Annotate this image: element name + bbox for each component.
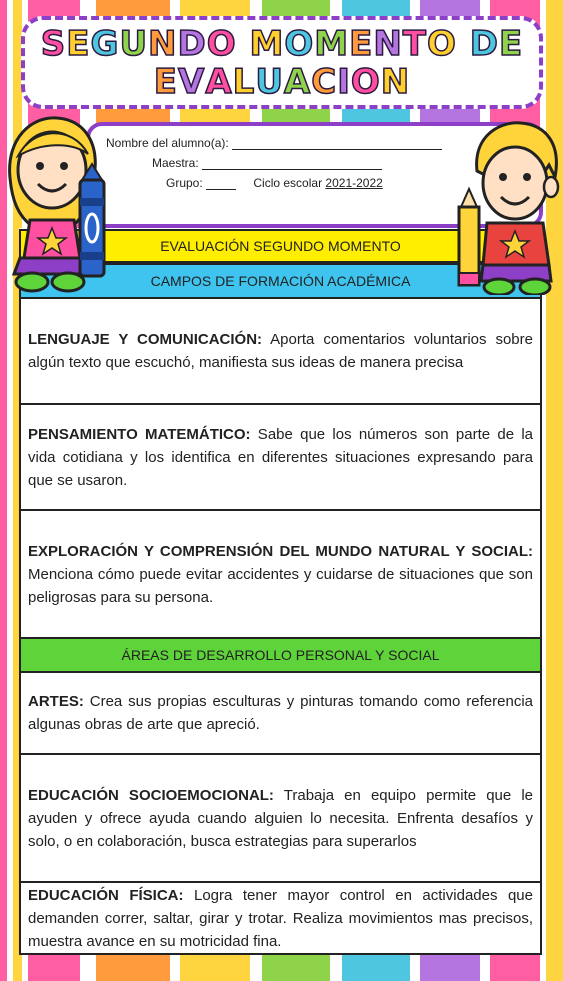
- title-letter: T: [402, 23, 427, 64]
- section-text: Crea sus propias esculturas y pinturas tomando como referencia algunas obras de arte que apreció.: [28, 693, 533, 733]
- section-socioemotional: [19, 753, 542, 883]
- section-text: Trabaja en equipo permite que le ayuden y ofrece ayuda cuando alguien lo necesita. Enfrenta desafíos y solo, o en colaboración, busca estrategias para superarlos: [28, 786, 534, 850]
- teacher-label: Maestra:: [152, 156, 199, 170]
- title-letter: E: [153, 61, 178, 102]
- section-text: Aporta comentarios voluntarios sobre algún texto que escuchó, manifiesta sus ideas de manera precisa: [28, 331, 533, 371]
- section-heading: EDUCACIÓN SOCIOEMOCIONAL:: [28, 786, 274, 804]
- title-letter: O: [350, 61, 381, 102]
- cycle-value: 2021-2022: [325, 176, 383, 190]
- group-label: Grupo:: [166, 176, 203, 190]
- title-line-2: [154, 63, 410, 101]
- student-name-label: Nombre del alumno(a):: [106, 136, 229, 150]
- title-letter: I: [337, 61, 351, 102]
- section-heading: ARTES:: [28, 693, 84, 710]
- title-letter: G: [90, 23, 120, 64]
- title-letter: N: [380, 61, 411, 102]
- title-letter: D: [469, 23, 499, 64]
- section-math: [19, 403, 542, 511]
- title-letter: O: [284, 23, 315, 64]
- title-letter: U: [255, 61, 284, 102]
- section-text: Logra tener mayor control en actividades que demanden correr, saltar, girar y trotar. Realiza movimientos mas precisos, muestra avance en su motricidad fina.: [28, 886, 533, 950]
- title-letter: E: [498, 23, 524, 64]
- title-letter: M: [249, 23, 285, 64]
- title-letter: M: [314, 23, 350, 64]
- teacher-row: [152, 156, 382, 170]
- section-text: Menciona cómo puede evitar accidentes y cuidarse de situaciones que son peligrosas para su persona.: [28, 565, 533, 606]
- section-physical: [19, 881, 542, 955]
- title-letter: U: [119, 23, 149, 64]
- title-letter: [457, 25, 470, 63]
- teacher-field[interactable]: [202, 158, 382, 170]
- title-letter: O: [206, 23, 237, 64]
- section-arts: [19, 671, 542, 755]
- group-row: [166, 176, 383, 190]
- title-letter: A: [205, 61, 233, 102]
- section-heading: EDUCACIÓN FÍSICA:: [28, 886, 184, 904]
- student-name-field[interactable]: [232, 138, 442, 150]
- title-letter: S: [40, 23, 67, 64]
- personal-band-label: ÁREAS DE DESARROLLO PERSONAL Y SOCIAL: [121, 647, 440, 663]
- section-text: Sabe que los números son parte de la vida cotidiana y los identifica en diferentes situaciones expresando para que se usaron.: [28, 425, 533, 489]
- section-heading: PENSAMIENTO MATEMÁTICO:: [28, 425, 251, 443]
- title-box: [21, 16, 543, 109]
- title-letter: E: [66, 23, 91, 64]
- section-heading: EXPLORACIÓN Y COMPRENSIÓN DEL MUNDO NATURAL Y SOCIAL:: [28, 542, 533, 560]
- title-letter: [237, 25, 250, 63]
- title-letter: A: [283, 61, 312, 102]
- group-field[interactable]: [206, 178, 236, 190]
- academic-band-label: CAMPOS DE FORMACIÓN ACADÉMICA: [150, 273, 411, 289]
- title-letter: V: [177, 61, 206, 102]
- title-letter: O: [427, 23, 457, 64]
- student-name-row: [106, 136, 442, 150]
- title-letter: D: [177, 23, 207, 64]
- boy-with-pencil-icon: [455, 115, 561, 295]
- title-letter: N: [148, 23, 178, 64]
- title-letter: L: [232, 61, 256, 102]
- section-heading: LENGUAJE Y COMUNICACIÓN:: [28, 331, 263, 348]
- title-letter: E: [349, 23, 374, 64]
- title-letter: N: [373, 23, 403, 64]
- section-exploration: [19, 509, 542, 639]
- personal-band: [19, 637, 542, 673]
- cycle-label: Ciclo escolar: [253, 176, 323, 190]
- evaluation-band-label: EVALUACIÓN SEGUNDO MOMENTO: [160, 238, 401, 254]
- section-language: [19, 297, 542, 405]
- title-letter: C: [311, 61, 338, 102]
- girl-with-crayon-icon: [2, 108, 110, 294]
- title-line-1: [41, 25, 523, 63]
